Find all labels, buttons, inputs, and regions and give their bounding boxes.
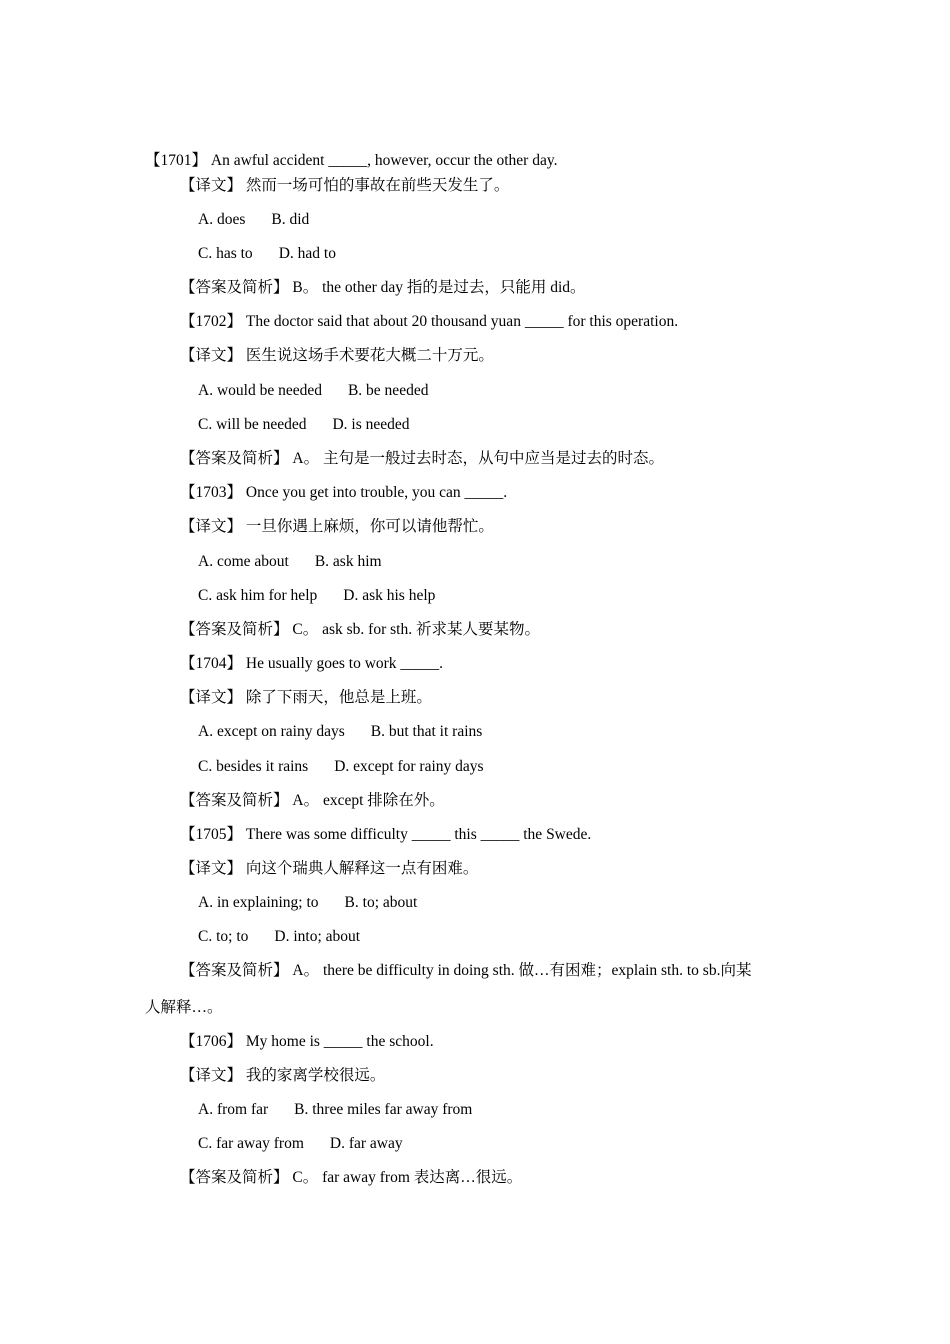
question-1706: 【1706】 My home is _____ the school.	[180, 1033, 434, 1050]
translation-1705: 【译文】 向这个瑞典人解释这一点有困难。	[180, 860, 479, 877]
option-d: D. ask his help	[343, 587, 436, 604]
option-c: C. to; to	[198, 928, 249, 945]
option-a: A. in explaining; to	[198, 894, 319, 911]
option-c: C. has to	[198, 245, 253, 262]
option-b: B. to; about	[344, 894, 418, 911]
option-c: C. will be needed	[198, 416, 307, 433]
question-1705: 【1705】 There was some difficulty _____ this _____ the Swede.	[180, 826, 592, 843]
question-1704: 【1704】 He usually goes to work _____.	[180, 655, 444, 672]
answer-1703: 【答案及简析】 C。 ask sb. for sth. 祈求某人要某物。	[180, 621, 540, 638]
option-d: D. except for rainy days	[334, 758, 484, 775]
options-row-1704-cd	[198, 757, 484, 777]
options-row-1701-cd	[198, 244, 336, 264]
answer-1702: 【答案及简析】 A。 主句是一般过去时态，从句中应当是过去的时态。	[180, 450, 664, 467]
question-1703: 【1703】 Once you get into trouble, you can _____.	[180, 484, 508, 501]
answer-1701: 【答案及简析】 B。 the other day 指的是过去，只能用 did。	[180, 279, 586, 296]
answer-1705-continued: 人解释…。	[145, 999, 223, 1016]
options-row-1701-ab	[198, 210, 309, 230]
option-a: A. does	[198, 211, 246, 228]
option-b: B. but that it rains	[370, 723, 483, 740]
question-1701: 【1701】 An awful accident _____, however, occur the other day.	[145, 152, 558, 169]
options-row-1702-cd	[198, 415, 410, 435]
translation-1701: 【译文】 然而一场可怕的事故在前些天发生了。	[180, 177, 510, 194]
options-row-1702-ab	[198, 381, 428, 401]
question-1702: 【1702】 The doctor said that about 20 thousand yuan _____ for this operation.	[180, 313, 679, 330]
option-b: B. did	[271, 211, 310, 228]
option-b: B. ask him	[314, 553, 382, 570]
option-a: A. except on rainy days	[198, 723, 345, 740]
translation-1706: 【译文】 我的家离学校很远。	[180, 1067, 386, 1084]
option-a: A. would be needed	[198, 382, 322, 399]
option-c: C. far away from	[198, 1135, 304, 1152]
option-d: D. is needed	[332, 416, 410, 433]
options-row-1703-cd	[198, 586, 435, 606]
options-row-1703-ab	[198, 552, 382, 572]
options-row-1705-cd	[198, 927, 360, 947]
option-b: B. three miles far away from	[294, 1101, 473, 1118]
options-row-1705-ab	[198, 893, 417, 913]
option-c: C. ask him for help	[198, 587, 318, 604]
option-d: D. far away	[329, 1135, 403, 1152]
option-a: A. come about	[198, 553, 289, 570]
answer-1706: 【答案及简析】 C。 far away from 表达离…很远。	[180, 1169, 523, 1186]
option-a: A. from far	[198, 1101, 269, 1118]
option-b: B. be needed	[347, 382, 429, 399]
answer-1704: 【答案及简析】 A。 except 排除在外。	[180, 792, 445, 809]
translation-1702: 【译文】 医生说这场手术要花大概二十万元。	[180, 347, 494, 364]
answer-1705: 【答案及简析】 A。 there be difficulty in doing sth. 做…有困难；explain sth. to sb.向某	[180, 962, 752, 979]
option-c: C. besides it rains	[198, 758, 309, 775]
options-row-1704-ab	[198, 722, 482, 742]
option-d: D. had to	[278, 245, 336, 262]
options-row-1706-cd	[198, 1134, 403, 1154]
option-d: D. into; about	[274, 928, 361, 945]
translation-1703: 【译文】 一旦你遇上麻烦，你可以请他帮忙。	[180, 518, 494, 535]
options-row-1706-ab	[198, 1100, 472, 1120]
translation-1704: 【译文】 除了下雨天，他总是上班。	[180, 689, 432, 706]
